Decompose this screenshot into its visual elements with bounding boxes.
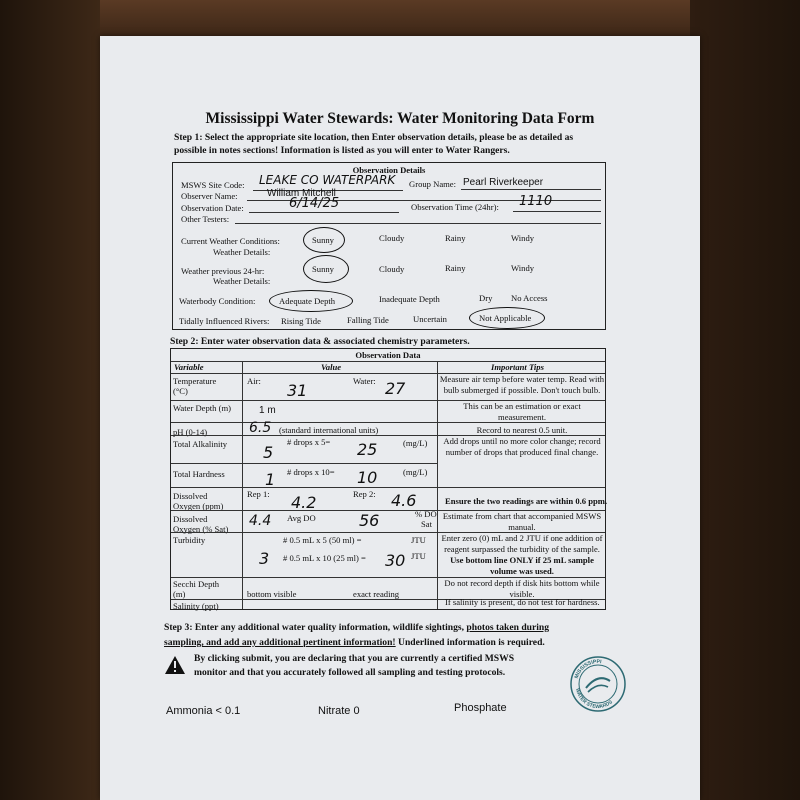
svg-text:WATER STEWARDS: WATER STEWARDS bbox=[574, 687, 614, 711]
observation-date-value[interactable]: 6/14/25 bbox=[289, 196, 340, 211]
do-ppm-label1: Dissolved bbox=[173, 491, 208, 501]
do-sat-label1: Dissolved bbox=[173, 514, 208, 524]
ph-label: pH (0-14) bbox=[173, 427, 208, 437]
observation-details-title: Observation Details bbox=[352, 165, 426, 175]
header-value: Value bbox=[321, 362, 342, 372]
step1-instructions-line2: possible in notes sections! Information is listed as you will enter to Water Rangers. bbox=[174, 145, 510, 156]
weather-prev-selection-circle bbox=[303, 255, 349, 283]
waterbody-selection-circle bbox=[269, 290, 353, 312]
do-sat-unit1: % DO bbox=[415, 509, 437, 519]
observation-time-value[interactable]: 1110 bbox=[519, 194, 553, 209]
header-tips: Important Tips bbox=[491, 362, 544, 372]
weather-current-selection-circle bbox=[303, 227, 345, 253]
do-rep2-label: Rep 2: bbox=[353, 489, 376, 499]
do-sat-label2: Oxygen (% Sat) bbox=[173, 524, 229, 534]
temperature-unit: (°C) bbox=[173, 386, 188, 396]
svg-text:MISSISSIPPI: MISSISSIPPI bbox=[573, 658, 602, 680]
site-code-label: MSWS Site Code: bbox=[181, 180, 245, 190]
weather-current-details: Weather Details: bbox=[213, 247, 271, 257]
header-variable: Variable bbox=[174, 362, 204, 372]
hardness-drops-label: # drops x 10= bbox=[287, 467, 335, 477]
step1-instructions-line1: Step 1: Select the appropriate site location, then Enter observation details, please be as detailed as bbox=[174, 132, 574, 143]
temperature-label: Temperature bbox=[173, 376, 217, 386]
temperature-water-label: Water: bbox=[353, 376, 376, 386]
temperature-water-value[interactable]: 27 bbox=[385, 379, 406, 398]
hardness-unit: (mg/L) bbox=[403, 467, 428, 477]
turbidity-line1: # 0.5 mL x 5 (50 ml) = bbox=[283, 535, 362, 545]
do-sat-value[interactable]: 56 bbox=[359, 511, 380, 530]
tidal-not-applicable[interactable]: Not Applicable bbox=[479, 313, 532, 323]
observation-data-title: Observation Data bbox=[355, 350, 421, 360]
turbidity-result[interactable]: 30 bbox=[385, 551, 406, 570]
do-avg-label: Avg DO bbox=[287, 513, 316, 523]
depth-tip: This can be an estimation or exact measurement. bbox=[463, 401, 581, 422]
observer-name-value[interactable]: William Mitchell bbox=[267, 188, 336, 199]
weather-prev-sunny[interactable]: Sunny bbox=[312, 264, 334, 274]
temperature-tip: Measure air temp before water temp. Read with bulb submerged if possible. Don't touch bulb. bbox=[439, 374, 605, 395]
waterbody-inadequate-depth[interactable]: Inadequate Depth bbox=[379, 294, 440, 304]
alkalinity-result[interactable]: 25 bbox=[357, 440, 378, 459]
turbidity-label: Turbidity bbox=[173, 535, 206, 545]
form-paper bbox=[100, 36, 700, 800]
waterbody-condition-label: Waterbody Condition: bbox=[179, 296, 256, 306]
alkalinity-tip: Add drops until no more color change; record number of drops that produced final change. bbox=[443, 436, 601, 457]
weather-prev-windy[interactable]: Windy bbox=[511, 263, 535, 273]
weather-prev-rainy[interactable]: Rainy bbox=[445, 263, 466, 273]
alkalinity-label: Total Alkalinity bbox=[173, 439, 228, 449]
do-rep2-value[interactable]: 4.6 bbox=[391, 491, 417, 510]
waterbody-adequate-depth[interactable]: Adequate Depth bbox=[279, 296, 336, 306]
msws-seal-logo bbox=[569, 655, 627, 713]
turbidity-count-value[interactable]: 3 bbox=[259, 549, 270, 568]
salinity-label: Salinity (ppt) bbox=[173, 601, 219, 611]
weather-current-cloudy[interactable]: Cloudy bbox=[379, 233, 405, 243]
hardness-result[interactable]: 10 bbox=[357, 468, 378, 487]
turbidity-tip2: Use bottom line ONLY if 25 mL sample volume was used. bbox=[450, 555, 594, 576]
nitrate-note[interactable]: Nitrate 0 bbox=[318, 705, 360, 717]
observation-time-label: Observation Time (24hr): bbox=[411, 202, 499, 212]
secchi-exact-reading[interactable]: exact reading bbox=[353, 589, 400, 599]
tidal-rising[interactable]: Rising Tide bbox=[281, 316, 321, 326]
do-rep1-label: Rep 1: bbox=[247, 489, 270, 499]
weather-current-sunny[interactable]: Sunny bbox=[312, 235, 334, 245]
step3-line2-a: sampling, and add any additional pertinent information! bbox=[164, 637, 396, 648]
temperature-air-value[interactable]: 31 bbox=[287, 381, 308, 400]
tidal-selection-circle bbox=[469, 307, 545, 329]
step3-warning-line1: By clicking submit, you are declaring that you are currently a certified MSWS bbox=[194, 653, 515, 664]
do-ppm-tip: Ensure the two readings are within 0.6 ppm. bbox=[445, 496, 608, 506]
step3-warning-line2: monitor and that you accurately followed all sampling and testing protocols. bbox=[194, 667, 506, 678]
do-ppm-label2: Oxygen (ppm) bbox=[173, 501, 224, 511]
do-sat-tip: Estimate from chart that accompanied MSWS manual. bbox=[442, 511, 602, 532]
waterbody-no-access[interactable]: No Access bbox=[511, 293, 548, 303]
secchi-label1: Secchi Depth bbox=[173, 579, 220, 589]
group-name-value[interactable]: Pearl Riverkeeper bbox=[463, 177, 544, 188]
depth-value[interactable]: 1 m bbox=[259, 405, 276, 416]
alkalinity-drops-label: # drops x 5= bbox=[287, 437, 331, 447]
turbidity-unit1: JTU bbox=[411, 535, 426, 545]
hardness-label: Total Hardness bbox=[173, 469, 225, 479]
wooden-surface-left bbox=[0, 0, 100, 800]
temperature-air-label: Air: bbox=[247, 376, 261, 386]
weather-prev-label: Weather previous 24-hr: bbox=[181, 266, 265, 276]
do-sat-unit2: Sat bbox=[421, 519, 432, 529]
tidal-uncertain[interactable]: Uncertain bbox=[413, 314, 447, 324]
ph-value[interactable]: 6.5 bbox=[249, 420, 272, 436]
salinity-tip: If salinity is present, do not test for hardness. bbox=[445, 597, 600, 607]
secchi-bottom-visible[interactable]: bottom visible bbox=[247, 589, 297, 599]
do-avg-value[interactable]: 4.4 bbox=[249, 513, 272, 529]
weather-current-label: Current Weather Conditions: bbox=[181, 236, 280, 246]
turbidity-tip1: Enter zero (0) mL and 2 JTU if one addition of reagent surpassed the turbidity of the sample. bbox=[441, 533, 603, 554]
observer-name-label: Observer Name: bbox=[181, 191, 238, 201]
site-code-value[interactable]: LEAKE CO WATERPARK bbox=[259, 173, 396, 187]
step2-instructions: Step 2: Enter water observation data & associated chemistry parameters. bbox=[170, 336, 470, 347]
hardness-drops-value[interactable]: 1 bbox=[265, 470, 276, 489]
secchi-label2: (m) bbox=[173, 589, 186, 599]
ph-note: (standard international units) bbox=[279, 425, 379, 435]
waterbody-dry[interactable]: Dry bbox=[479, 293, 493, 303]
depth-label: Water Depth (m) bbox=[173, 403, 232, 413]
alkalinity-unit: (mg/L) bbox=[403, 438, 428, 448]
observation-date-label: Observation Date: bbox=[181, 203, 244, 213]
ph-tip: Record to nearest 0.5 unit. bbox=[476, 425, 568, 435]
turbidity-unit2: JTU bbox=[411, 551, 426, 561]
form-title: Mississippi Water Stewards: Water Monitoring Data Form bbox=[205, 110, 595, 127]
step3-line2-b: Underlined information is required. bbox=[395, 637, 545, 648]
do-rep1-value[interactable]: 4.2 bbox=[291, 493, 317, 512]
weather-prev-cloudy[interactable]: Cloudy bbox=[379, 264, 405, 274]
tidal-falling[interactable]: Falling Tide bbox=[347, 315, 389, 325]
weather-current-rainy[interactable]: Rainy bbox=[445, 233, 466, 243]
ammonia-note[interactable]: Ammonia < 0.1 bbox=[166, 705, 241, 717]
warning-icon bbox=[164, 655, 186, 675]
phosphate-note[interactable]: Phosphate bbox=[454, 702, 507, 714]
alkalinity-drops-value[interactable]: 5 bbox=[263, 443, 274, 462]
step3-line1-b: photos taken during bbox=[466, 622, 550, 633]
turbidity-line2: # 0.5 mL x 10 (25 ml) = bbox=[283, 553, 366, 563]
step3-line1-a: Step 3: Enter any additional water quality information, wildlife sightings, bbox=[164, 622, 467, 633]
wooden-surface-top bbox=[0, 0, 800, 40]
weather-current-windy[interactable]: Windy bbox=[511, 233, 535, 243]
secchi-tip: Do not record depth if disk hits bottom while visible. bbox=[444, 578, 600, 599]
group-name-label: Group Name: bbox=[409, 179, 457, 189]
observation-data-table bbox=[170, 348, 606, 610]
weather-prev-details: Weather Details: bbox=[213, 276, 271, 286]
tidal-label: Tidally Influenced Rivers: bbox=[179, 316, 270, 326]
wooden-surface-right bbox=[690, 0, 800, 800]
observation-details-box bbox=[172, 162, 606, 330]
other-testers-label: Other Testers: bbox=[181, 214, 230, 224]
